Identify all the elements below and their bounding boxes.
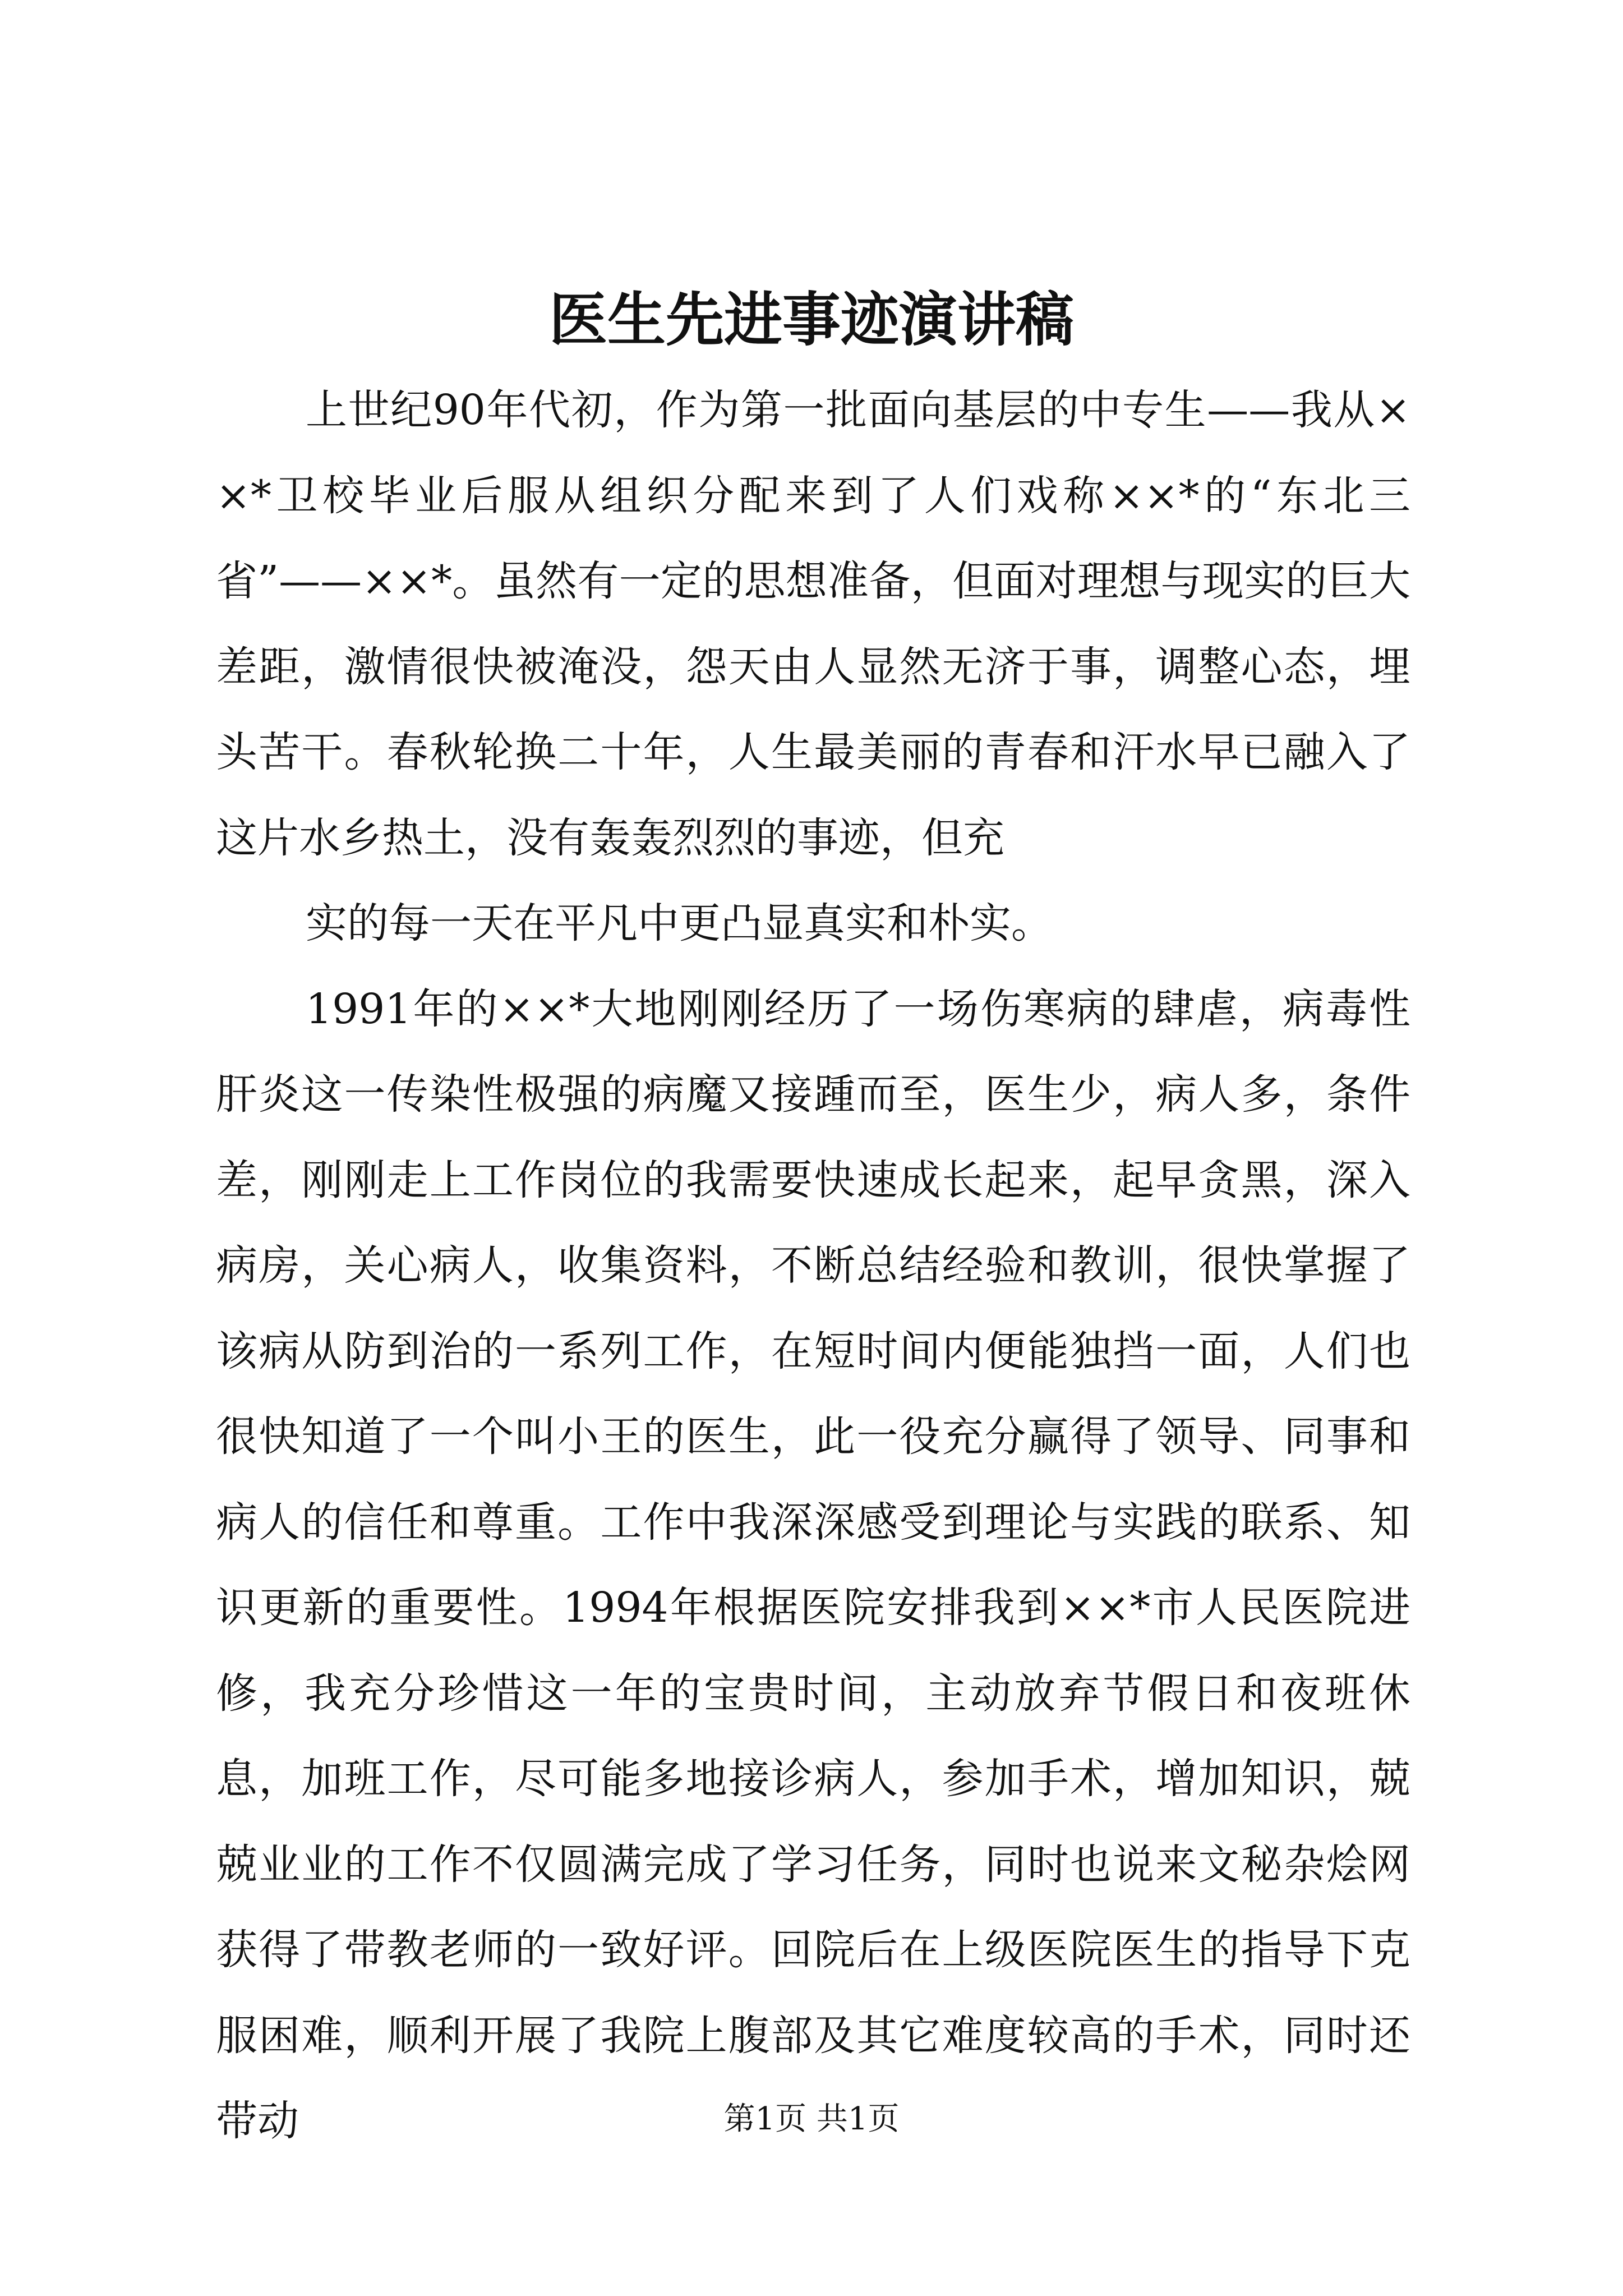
document-body — [216, 367, 1410, 2164]
paragraph-3: 1991年的××*大地刚刚经历了一场伤寒病的肆虐，病毒性肝炎这一传染性极强的病魔又接踵而至，医生少，病人多，条件差，刚刚走上工作岗位的我需要快速成长起来，起早贪黑，深入病房，关心病人，收集资料，不断总结经验和教训，很快掌握了该病从防到治的一系列工作，在短时间内便能独挡一面，人们也很快知道了一个叫小王的医生，此一役充分赢得了领导、同事和病人的信任和尊重。工作中我深深感受到理论与实践的联系、知识更新的重要性。1994年根据医院安排我到××*市人民医院进修，我充分珍惜这一年的宝贵时间，主动放弃节假日和夜班休息，加班工作，尽可能多地接诊病人，参加手术，增加知识，兢兢业业的工作不仅圆满完成了学习任务，同时也说来文秘杂烩网获得了带教老师的一致好评。回院后在上级医院医生的指导下克服困难，顺利开展了我院上腹部及其它难度较高的手术，同时还带动 — [216, 984, 1410, 2145]
document-title: 医生先进事迹演讲稿 — [548, 285, 1074, 354]
page-footer: 第1页 共1页 — [723, 2101, 900, 2137]
paragraph-1: 上世纪90年代初，作为第一批面向基层的中专生——我从××*卫校毕业后服从组织分配来到了人们戏称××*的“东北三省”——××*。虽然有一定的思想准备，但面对理想与现实的巨大差距，激情很快被淹没，怨天由人显然无济于事，调整心态，埋头苦干。春秋轮换二十年，人生最美丽的青春和汗水早已融入了这片水乡热土，没有轰轰烈烈的事迹，但充 — [216, 386, 1410, 862]
paragraph-2: 实的每一天在平凡中更凸显真实和朴实。 — [306, 899, 1053, 947]
